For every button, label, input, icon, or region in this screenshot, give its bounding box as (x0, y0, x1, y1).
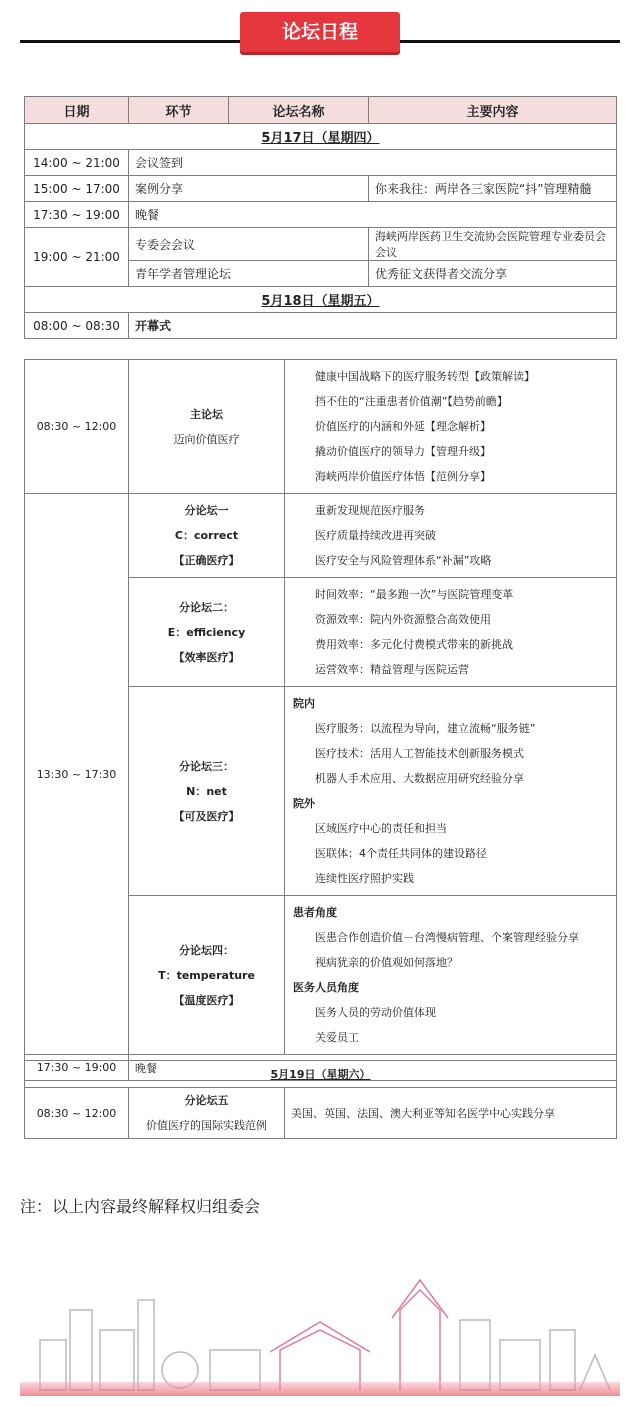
list-item: 重新发现规范医疗服务 (315, 504, 425, 517)
table-row: 青年学者管理论坛 优秀征文获得者交流分享 (25, 261, 617, 287)
forum-title: 主论坛 (190, 407, 223, 421)
forum-name: 分论坛四： (179, 943, 234, 957)
forum-letter: T：temperature (158, 968, 255, 982)
list-item: 挡不住的“注重患者价值潮”【趋势前瞻】 (315, 395, 508, 408)
list-item: 价值医疗的内涵和外延【理念解析】 (315, 420, 491, 433)
list-item: 海峡两岸价值医疗体悟【范例分享】 (315, 470, 491, 483)
col-session: 环节 (129, 97, 229, 124)
forum-name: 分论坛三： (179, 759, 234, 773)
list-item: 医联体：4个责任共同体的建设路径 (315, 847, 487, 860)
list-item: 运营效率：精益管理与医院运营 (315, 663, 469, 676)
group-label: 医务人员角度 (293, 981, 359, 994)
group-label: 患者角度 (293, 906, 337, 919)
list-item: 医疗服务：以流程为导向，建立流畅“服务链” (315, 722, 536, 735)
col-date: 日期 (25, 97, 129, 124)
table-row: 17:30 ~ 19:00 晚餐 (25, 1055, 617, 1081)
city-skyline-illustration (20, 1270, 620, 1396)
forum-name: 分论坛一 (184, 504, 229, 517)
day-row: 5月18日（星期五） (25, 287, 617, 313)
forum-tag: 【温度医疗】 (173, 993, 240, 1007)
list-item: 费用效率：多元化付费模式带来的新挑战 (315, 638, 513, 651)
table-row: 15:00 ~ 17:00 案例分享 你来我往：两岸各三家医院“抖”管理精髓 (25, 176, 617, 202)
forum-name: 分论坛二： (179, 600, 234, 614)
list-item: 机器人手术应用、大数据应用研究经验分享 (315, 772, 524, 785)
table-row: 17:30 ~ 19:00 晚餐 (25, 202, 617, 228)
section-title: 论坛日程 (240, 12, 400, 52)
list-item: 医疗技术：活用人工智能技术创新服务模式 (315, 747, 524, 760)
footnote: 注：以上内容最终解释权归组委会 (20, 1197, 261, 1216)
forum-tag: 【正确医疗】 (173, 554, 240, 567)
table-header-row (25, 97, 617, 124)
schedule-table-1 (24, 96, 617, 339)
list-item: 时间效率：“最多跑一次”与医院管理变革 (315, 588, 514, 601)
list-item: 健康中国战略下的医疗服务转型【政策解读】 (315, 370, 535, 383)
list-item: 关爱员工 (315, 1031, 359, 1044)
forum-subtitle: 迈向价值医疗 (173, 432, 240, 446)
table-row: 13:30 ~ 17:30 分论坛一 C：correct 【正确医疗】 重新发现规范医疗服务 医疗质量持续改进再突破 医疗安全与风险管理体系“补漏”攻略 (25, 494, 617, 578)
forum-subtitle: 价值医疗的国际实践范例 (146, 1119, 267, 1132)
forum-letter: N：net (186, 784, 227, 798)
list-item: 医疗质量持续改进再突破 (315, 529, 436, 542)
forum-letter: C：correct (174, 529, 239, 542)
list-item: 连续性医疗照护实践 (315, 872, 414, 885)
group-label: 院内 (293, 697, 315, 710)
table-row: 14:00 ~ 21:00 会议签到 (25, 150, 617, 176)
table-row: 08:30 ~ 12:00 分论坛五 价值医疗的国际实践范例 美国、英国、法国、澳大利亚等知名医学中心实践分享 (25, 1088, 617, 1139)
forum-tag: 【效率医疗】 (173, 650, 240, 664)
forum-letter: E：efficiency (167, 625, 246, 639)
group-label: 院外 (293, 797, 315, 810)
forum-tag: 【可及医疗】 (173, 809, 240, 823)
day-row: 5月17日（星期四） (25, 124, 617, 150)
day-row: 5月19日（星期六） (25, 1061, 617, 1088)
list-item: 视病犹亲的价值观如何落地？ (315, 956, 458, 969)
col-forum: 论坛名称 (229, 97, 369, 124)
col-content: 主要内容 (369, 97, 617, 124)
table-row: 19:00 ~ 21:00 专委会会议 海峡两岸医药卫生交流协会医院管理专业委员会会议 (25, 228, 617, 261)
list-item: 医疗安全与风险管理体系“补漏”攻略 (315, 554, 492, 567)
list-item: 撬动价值医疗的领导力【管理升级】 (315, 445, 491, 458)
schedule-table-3 (24, 1060, 617, 1139)
list-item: 区域医疗中心的责任和担当 (315, 822, 447, 835)
list-item: 医务人员的劳动价值体现 (315, 1006, 436, 1019)
list-item: 资源效率：院内外资源整合高效使用 (315, 613, 491, 626)
list-item: 医患合作创造价值－台湾慢病管理、个案管理经验分享 (315, 931, 579, 944)
table-row: 08:30 ~ 12:00 主论坛 迈向价值医疗 健康中国战略下的医疗服务转型【政策解读】 挡不住的“注重患者价值潮”【趋势前瞻】 价值医疗的内涵和外延【理念解析】 撬动价值医疗的领导力【管理升级】 海峡两岸价值医疗体悟【范例分享】 (25, 360, 617, 494)
forum-title: 分论坛五 (184, 1094, 229, 1107)
schedule-table-2 (24, 359, 617, 1081)
table-row: 08:00 ~ 08:30 开幕式 (25, 313, 617, 339)
